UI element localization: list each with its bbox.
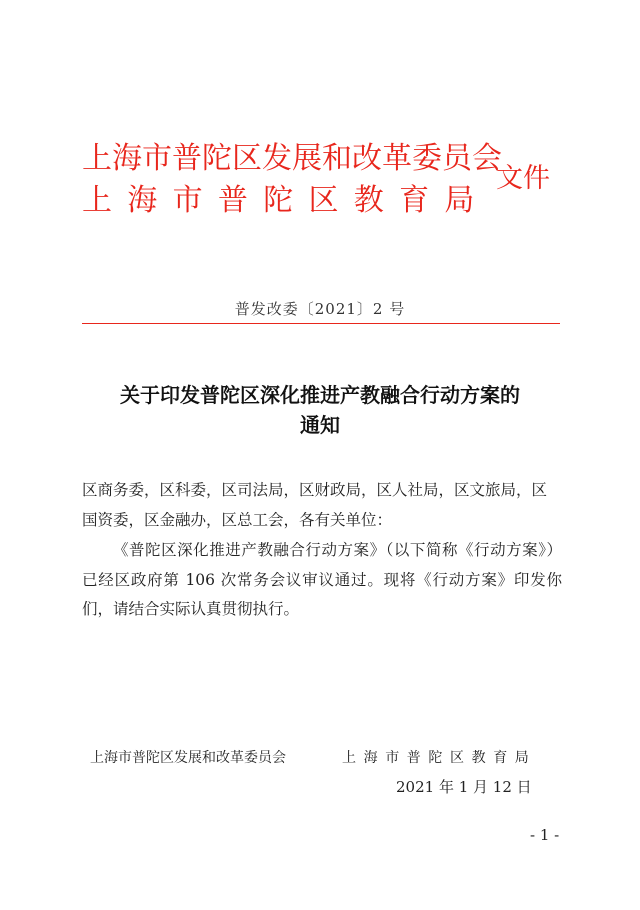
red-divider-line [82, 323, 560, 324]
signer-development-commission: 上海市普陀区发展和改革委员会 [90, 750, 286, 766]
signer-education-bureau: 上海市普陀区教育局 [342, 750, 537, 766]
title-line-2: 通知 [300, 413, 340, 437]
document-title [0, 380, 640, 440]
body-paragraph: 《普陀区深化推进产教融合行动方案》（以下简称《行动方案》）已经区政府第 106 次常务会议审议通过。现将《行动方案》印发你们，请结合实际认真贯彻执行。 [82, 541, 562, 618]
title-line-1: 关于印发普陀区深化推进产教融合行动方案的 [120, 383, 520, 407]
page-number: - 1 - [530, 826, 560, 844]
document-label: 文件 [496, 163, 550, 194]
document-number: 普发改委〔2021〕2 号 [234, 300, 406, 318]
recipients-list: 区商务委，区科委，区司法局，区财政局，区人社局，区文旅局，区国资委，区金融办，区总工会，各有关单位： [82, 481, 548, 529]
issue-date: 2021 年 1 月 12 日 [396, 778, 532, 796]
issuer-line-2: 上海市普陀区教育局 [82, 183, 490, 218]
red-header [82, 140, 582, 230]
issuer-line-1: 上海市普陀区发展和改革委员会 [82, 141, 502, 176]
